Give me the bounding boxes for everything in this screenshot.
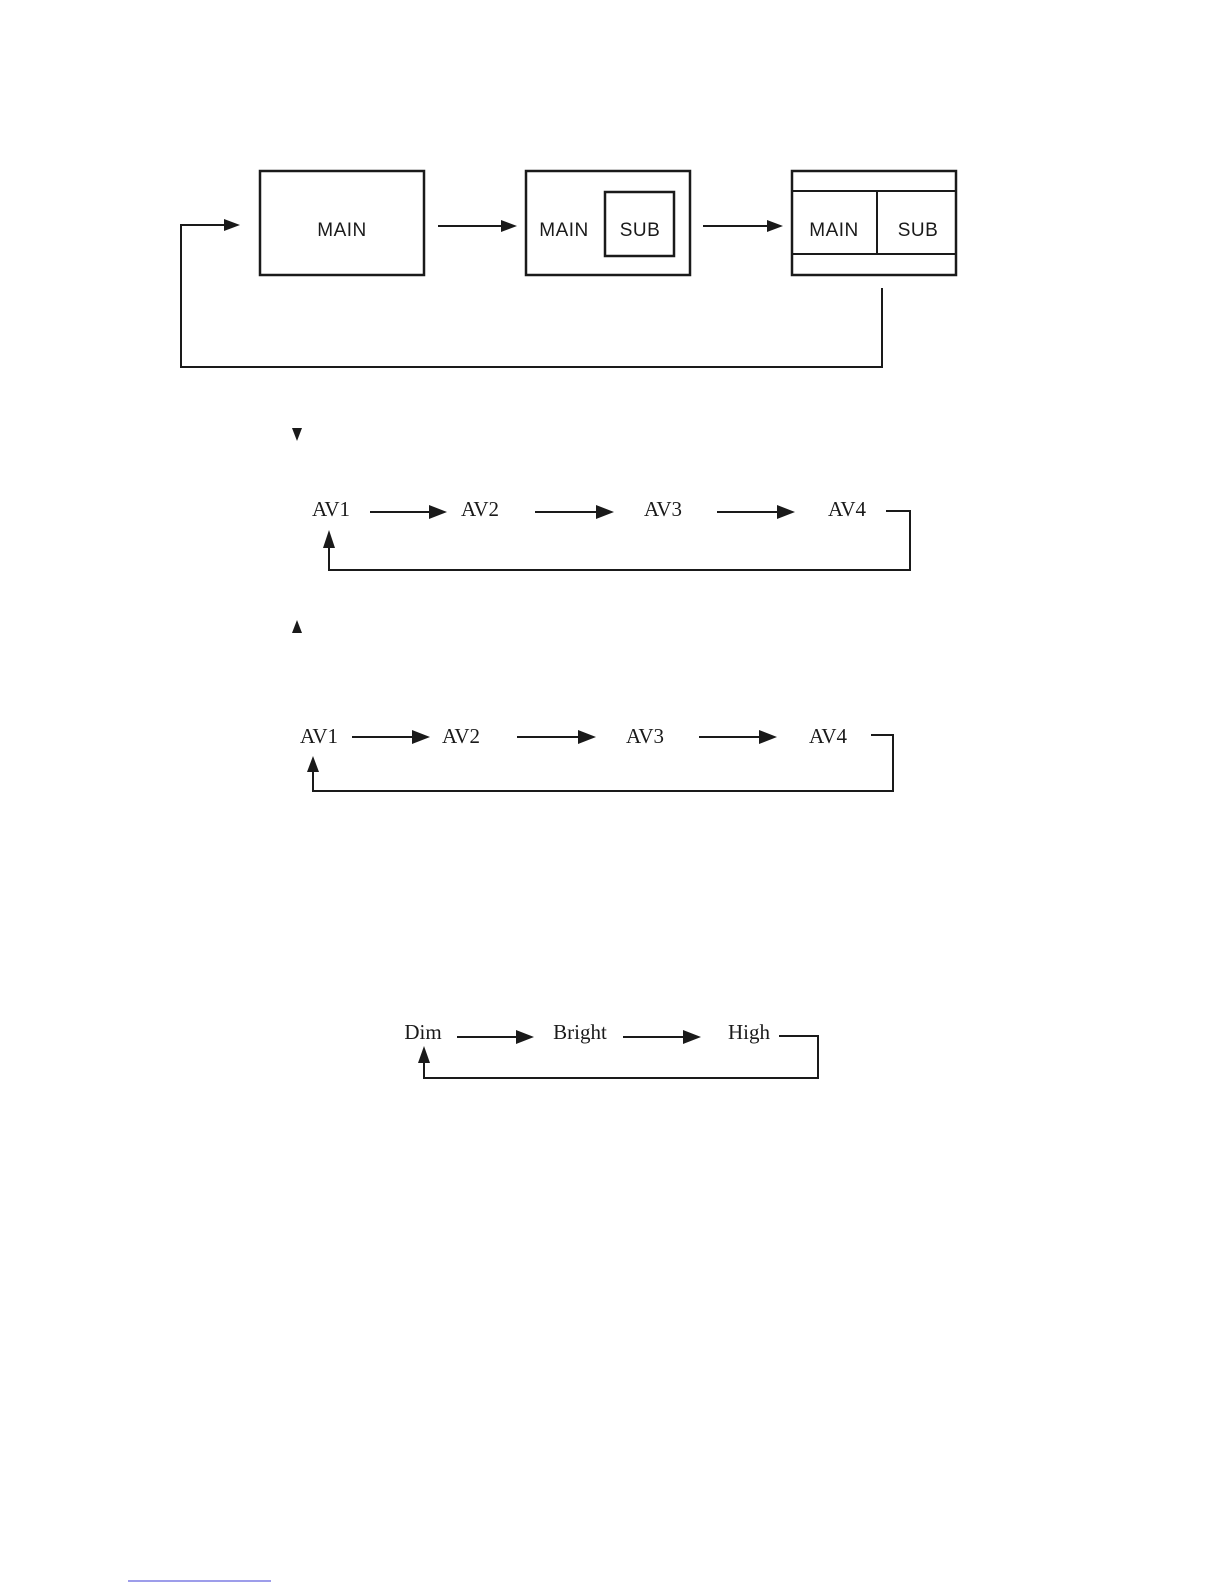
brightness-cycle-diagram <box>404 1020 818 1078</box>
arrow-head <box>516 1030 534 1044</box>
arrow-head <box>224 219 240 231</box>
arrow-head <box>777 505 795 519</box>
brightness-item: High <box>728 1020 770 1044</box>
av-cycle-up-item: AV1 <box>299 724 339 748</box>
av-cycle-down-item: AV4 <box>827 497 867 521</box>
arrow-head <box>578 730 596 744</box>
av-cycle-down-item: AV2 <box>460 497 500 521</box>
brightness-item: Dim <box>404 1020 442 1044</box>
av-cycle-up-item: AV2 <box>441 724 481 748</box>
brightness-item: Bright <box>553 1020 607 1044</box>
return-loop-av4-to-av1 <box>313 735 893 791</box>
arrow-head <box>429 505 447 519</box>
triangle-down-icon <box>292 428 302 441</box>
arrow-head <box>759 730 777 744</box>
av-cycle-down-diagram <box>312 497 910 570</box>
arrow-head <box>307 756 319 772</box>
screen3-sub-label: SUB <box>897 220 939 241</box>
av-cycle-up-item: AV4 <box>808 724 848 748</box>
screen1-main-label: MAIN <box>317 220 367 241</box>
arrow-head <box>767 220 783 232</box>
arrow-head <box>683 1030 701 1044</box>
return-loop-av4-to-av1 <box>329 511 910 570</box>
arrow-head <box>418 1046 430 1063</box>
triangle-up-icon <box>292 620 302 633</box>
arrow-head <box>323 530 335 548</box>
pip-cycle-diagram <box>181 171 956 367</box>
screen2-main-label: MAIN <box>539 220 589 241</box>
av-cycle-down-item: AV3 <box>643 497 683 521</box>
av-cycle-down-item: AV1 <box>311 497 351 521</box>
arrow-head <box>501 220 517 232</box>
screen3-main-label: MAIN <box>809 220 859 241</box>
av-cycle-up-diagram <box>300 724 893 791</box>
screen2-sub-label: SUB <box>619 220 661 241</box>
av-cycle-up-item: AV3 <box>625 724 665 748</box>
arrow-head <box>412 730 430 744</box>
arrow-head <box>596 505 614 519</box>
